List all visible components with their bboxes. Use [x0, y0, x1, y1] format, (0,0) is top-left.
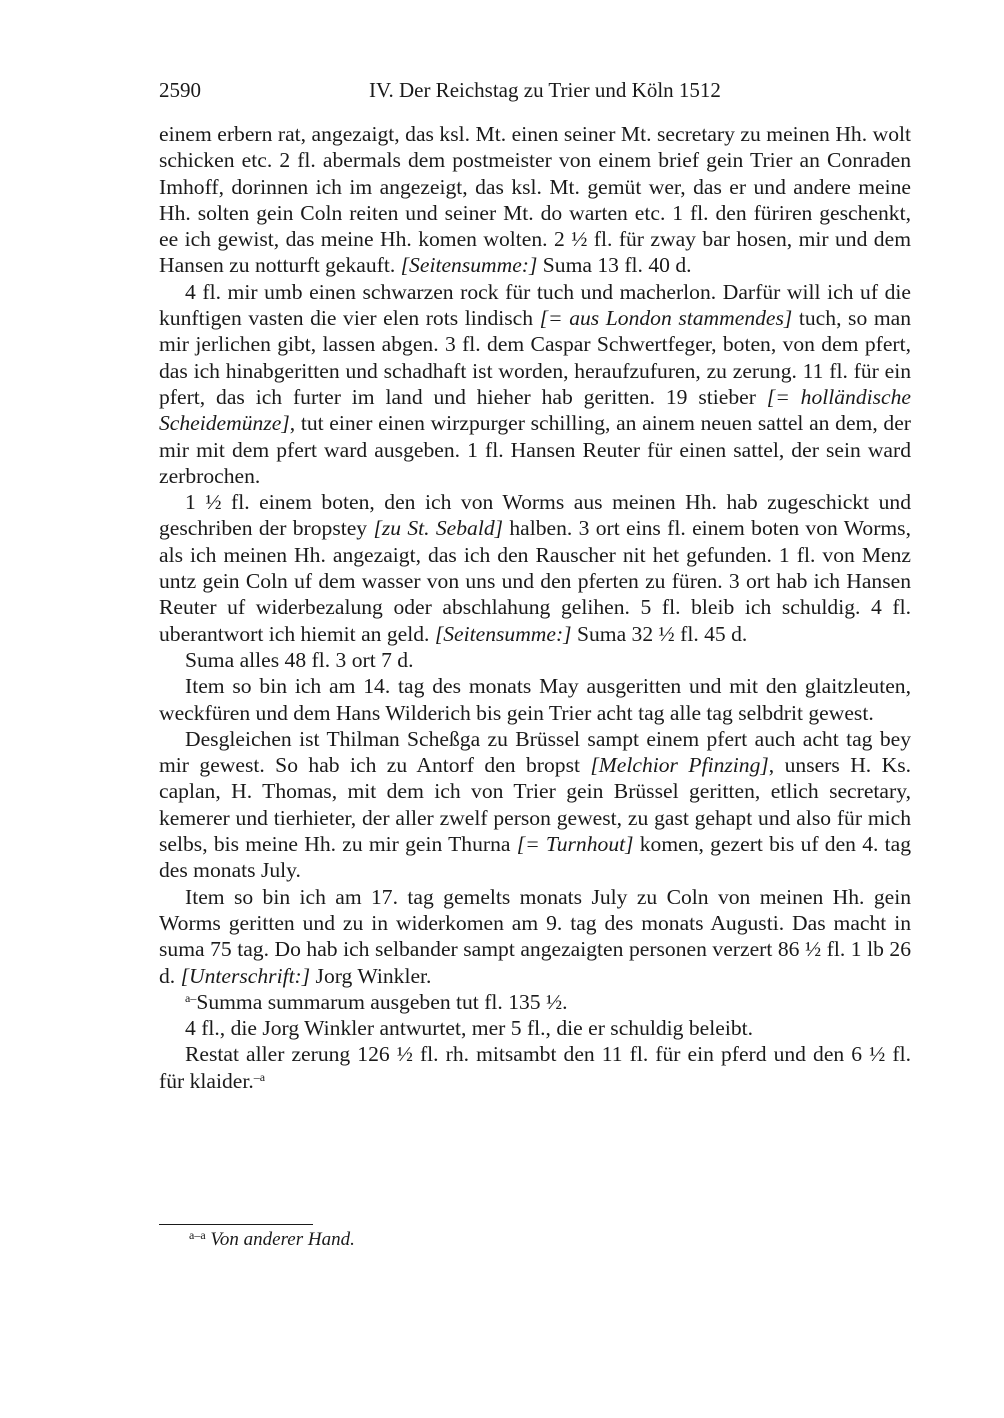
- editorial-note: [Seitensumme:]: [400, 253, 538, 278]
- text-segment: Jorg Winkler.: [310, 963, 432, 988]
- text-segment: Suma alles 48 fl. 3 ort 7 d.: [185, 647, 414, 672]
- paragraph: [159, 989, 911, 1015]
- text-segment: Summa summarum ausgeben tut fl. 135 ½.: [196, 989, 568, 1014]
- paragraph: [159, 121, 911, 279]
- footnote-separator: [159, 1224, 313, 1225]
- page-number: 2590: [159, 78, 201, 102]
- text-segment: 4 fl. mir umb einen schwarzen rock für tuch und macherlon. Darfür will ich uf die kunftigen vasten die vier elen rots lindisch: [159, 279, 911, 331]
- paragraph: [159, 1041, 911, 1094]
- paragraph: [159, 726, 911, 884]
- editorial-note: [= holländische Scheidemünze]: [159, 384, 911, 436]
- text-segment: Suma 13 fl. 40 d.: [537, 253, 692, 278]
- text-segment: , unsers H. Ks. caplan, H. Thomas, mit dem ich von Trier gein Brüssel geritten, etlich secretary, kemerer und tierhieter, der aller zwelf person gewest, zu gast gehapt und also für mich selbs, bis meine Hh. zu mir gein Thurna: [159, 753, 911, 857]
- text-segment: Item so bin ich am 14. tag des monats May ausgeritten und mit den glaitzleuten, weckfüren und dem Hans Wilderich bis gein Trier acht tag alle tag selbdrit gewest.: [159, 674, 911, 725]
- text-segment: 1 ½ fl. einem boten, den ich von Worms aus meinen Hh. hab zugeschickt und geschriben der bropstey: [159, 490, 911, 541]
- editorial-note: [= Turnhout]: [516, 832, 634, 857]
- text-segment: tuch, so man mir jerlichen gibt, lassen abgen. 3 fl. dem Caspar Schwertfeger, boten, von dem pfert, das ich hinabgeritten und schadhaft ist worden, heraufzufuren, zu zerung. 11 fl. für ein pfert, das ich furter im land und hieher hab geritten. 19 stieber: [159, 306, 911, 409]
- text-segment: Desgleichen ist Thilman Scheßga zu Brüssel sampt einem pfert auch acht tag bey mir gewest. So hab ich zu Antorf den bropst: [159, 726, 911, 778]
- text-segment: einem erbern rat, angezaigt, das ksl. Mt. einen seiner Mt. secretary zu meinen Hh. wolt schicken etc. 2 fl. abermals dem postmeister von einem brief gein Trier an Conraden Imhoff, dorinnen ich im angezeigt, das ksl. Mt. gemüt wer, das er und andere meine Hh. solten gein Coln reiten und seiner Mt. do warten etc. 1 fl. den füriren geschenkt, ee ich gewist, das meine Hh. komen wolten. 2 ½ fl. für zway bar hosen, mir und dem Hansen zu notturft gekauft.: [159, 122, 911, 278]
- footnote-marker: a–a: [189, 1228, 206, 1242]
- text-segment: Suma 32 ½ fl. 45 d.: [571, 621, 748, 646]
- text-segment: , tut einer einen wirzpurger schilling, an ainem neuen sattel an dem, der mir mit dem pfert ward ausgeben. 1 fl. Hansen Reuter für einen sattel, der sein ward zerbrochen.: [159, 411, 911, 488]
- paragraph: [159, 1015, 911, 1041]
- body-text: [159, 121, 911, 1094]
- paragraph: [159, 489, 911, 647]
- text-segment: komen, gezert bis uf den 4. tag des monats July.: [159, 832, 912, 883]
- footnote-text: Von anderer Hand.: [210, 1229, 355, 1250]
- page-header: [159, 78, 911, 108]
- page: [159, 78, 911, 1094]
- editorial-note: [= aus London stammendes]: [539, 306, 793, 331]
- text-segment: Restat aller zerung 126 ½ fl. rh. mitsambt den 11 fl. für ein pferd und den 6 ½ fl. für klaider.: [159, 1042, 911, 1093]
- text-segment: Item so bin ich am 17. tag gemelts monats July zu Coln von meinen Hh. gein Worms geritten und zu in widerkomen am 9. tag des monats Augusti. Das macht in suma 75 tag. Do hab ich selbander sampt angezaigten personen verzert 86 ½ fl. 1 lb 26 d.: [159, 884, 911, 988]
- editorial-note: [zu St. Sebald]: [373, 516, 504, 541]
- running-title: IV. Der Reichstag zu Trier und Köln 1512: [369, 78, 721, 102]
- editorial-note: [Unterschrift:]: [180, 963, 311, 988]
- text-segment: halben. 3 ort eins fl. einem boten von Worms, als ich meinen Hh. angezaigt, das ich den Rauscher nit het gefunden. 1 fl. von Menz untz gein Coln uf dem wasser von uns und den pferten zu füren. 3 ort hab ich Hansen Reuter uf widerbezalung oder abschlahung gelihen. 5 fl. bleib ich schuldig. 4 fl. uberantwort ich hiemit an geld.: [159, 516, 911, 646]
- paragraph: [159, 647, 911, 673]
- footnote: [189, 1229, 355, 1251]
- paragraph: [159, 279, 911, 489]
- text-segment: 4 fl., die Jorg Winkler antwurtet, mer 5 fl., die er schuldig beleibt.: [185, 1016, 754, 1041]
- edition-marker: a–: [185, 990, 197, 1005]
- paragraph: [159, 673, 911, 726]
- editorial-note: [Melchior Pfinzing]: [590, 753, 769, 778]
- editorial-note: [Seitensumme:]: [434, 621, 572, 646]
- paragraph: [159, 884, 911, 989]
- edition-marker: –a: [253, 1069, 266, 1084]
